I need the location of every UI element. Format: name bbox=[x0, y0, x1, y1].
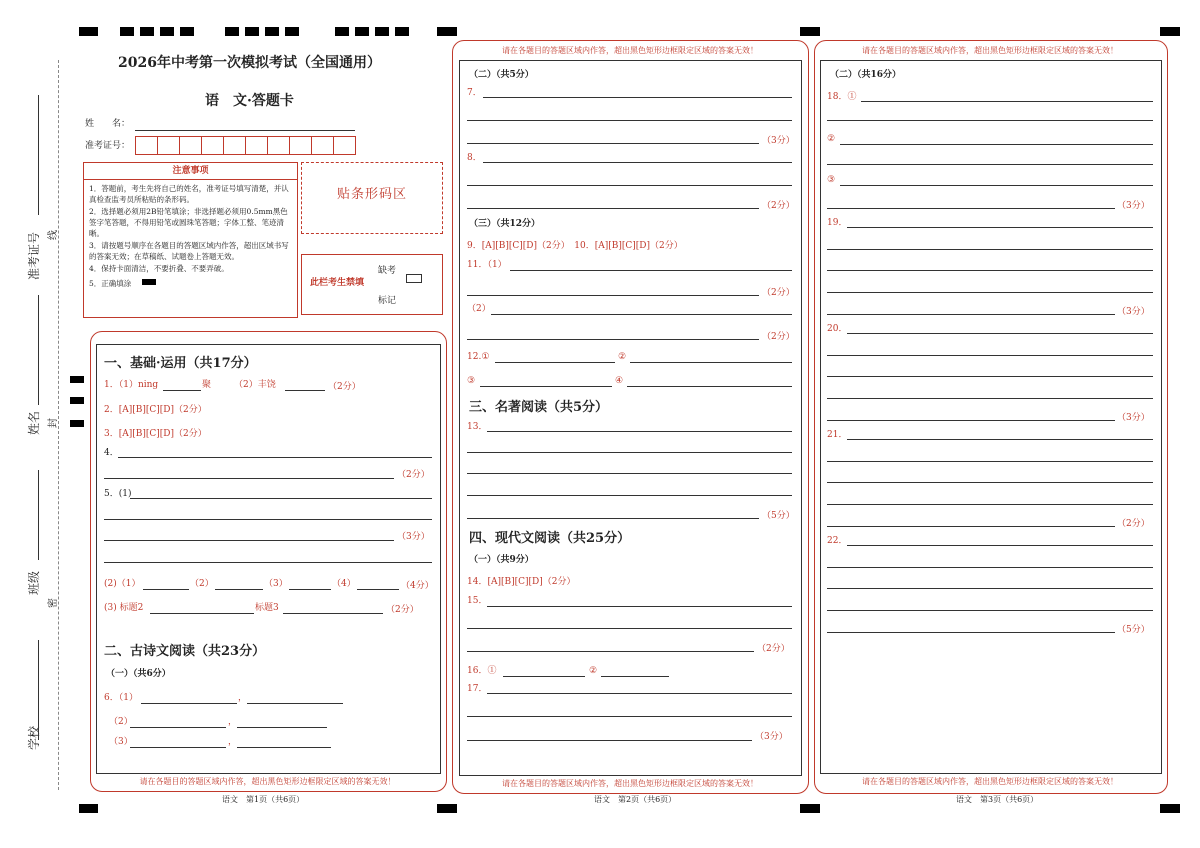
q20-line[interactable] bbox=[847, 333, 1153, 334]
q1-label: 1．（1）ning bbox=[104, 380, 159, 390]
barcode-area bbox=[301, 162, 443, 234]
q12-blank[interactable] bbox=[627, 386, 792, 387]
alignment-mark bbox=[79, 804, 98, 813]
q5-2-label: (2)（1） bbox=[104, 579, 141, 589]
exam-title: 2026年中考第一次模拟考试（全国通用） bbox=[118, 55, 381, 71]
q19-line[interactable] bbox=[827, 270, 1153, 271]
page3-answer-box bbox=[820, 60, 1162, 774]
alignment-mark bbox=[120, 27, 198, 36]
q22-line[interactable] bbox=[827, 588, 1153, 589]
q11-score: （2分） bbox=[762, 288, 795, 298]
q7-line[interactable] bbox=[483, 97, 792, 98]
q12-blank[interactable] bbox=[480, 386, 612, 387]
q6-blank[interactable] bbox=[237, 747, 331, 748]
notice-item: 4．保持卡面清洁，不要折叠、不要弄破。 bbox=[89, 264, 229, 273]
q6-comma: ， bbox=[228, 737, 238, 747]
q12-label: ④ bbox=[615, 376, 624, 386]
q5-line[interactable] bbox=[104, 540, 394, 541]
name-field[interactable] bbox=[135, 130, 355, 131]
q20-line[interactable] bbox=[827, 355, 1153, 356]
q4-label: 4． bbox=[104, 448, 119, 458]
q18-label: 18．① bbox=[827, 92, 857, 102]
side-class-label: 班级 bbox=[27, 570, 41, 595]
q5-3-label: (3) 标题2 bbox=[104, 603, 144, 613]
alignment-mark bbox=[335, 27, 411, 36]
q22-line[interactable] bbox=[847, 545, 1153, 546]
q19-label: 19． bbox=[827, 218, 848, 228]
id-box[interactable] bbox=[135, 136, 158, 155]
alignment-mark bbox=[79, 27, 98, 36]
alignment-mark bbox=[70, 376, 84, 383]
q4-line[interactable] bbox=[104, 478, 394, 479]
q6-comma: ， bbox=[228, 717, 238, 727]
q19-line[interactable] bbox=[827, 292, 1153, 293]
q5-2-blank[interactable] bbox=[357, 589, 399, 590]
side-id-line bbox=[38, 95, 39, 215]
alignment-mark bbox=[225, 27, 301, 36]
q12-blank[interactable] bbox=[630, 362, 792, 363]
q21-label: 21． bbox=[827, 430, 848, 440]
q1-score: （2分） bbox=[328, 382, 361, 392]
q19-score: （3分） bbox=[1117, 307, 1150, 317]
q19-line[interactable] bbox=[847, 227, 1153, 228]
q1-blank-2[interactable] bbox=[285, 390, 325, 391]
q5-3-blank[interactable] bbox=[283, 613, 383, 614]
id-box[interactable] bbox=[179, 136, 202, 155]
q11-line[interactable] bbox=[467, 295, 759, 296]
q6-blank[interactable] bbox=[141, 703, 237, 704]
q17-label: 17． bbox=[467, 684, 488, 694]
id-label: 准考证号： bbox=[85, 141, 131, 151]
alignment-mark bbox=[800, 27, 820, 36]
q5-2-blank[interactable] bbox=[215, 589, 263, 590]
filled-sample bbox=[142, 279, 156, 285]
q17-line[interactable] bbox=[467, 740, 752, 741]
side-school-line bbox=[38, 640, 39, 740]
id-box[interactable] bbox=[245, 136, 268, 155]
q6-label: （2） bbox=[109, 717, 133, 727]
subsection-2: （二）（共5分） bbox=[469, 70, 534, 80]
q22-line[interactable] bbox=[827, 610, 1153, 611]
name-label: 姓 名： bbox=[85, 119, 131, 129]
absent-box bbox=[301, 254, 443, 315]
q12-label: ③ bbox=[467, 376, 476, 386]
q1-char: 聚 bbox=[202, 380, 212, 390]
q16-blank[interactable] bbox=[503, 676, 585, 677]
q13-line[interactable] bbox=[467, 452, 792, 453]
q19-line[interactable] bbox=[827, 249, 1153, 250]
q15-line[interactable] bbox=[467, 651, 754, 652]
page1-footer: 语文 第1页（共6页） bbox=[222, 795, 305, 804]
q18-line[interactable] bbox=[840, 185, 1153, 186]
side-id-label: 准考证号 bbox=[27, 231, 41, 280]
q2-choice[interactable]: 2．[A][B][C][D]（2分） bbox=[104, 405, 207, 415]
side-name-label: 姓名 bbox=[27, 410, 41, 435]
q6-label: （3） bbox=[109, 737, 133, 747]
id-box[interactable] bbox=[267, 136, 290, 155]
q1-blank-1[interactable] bbox=[163, 390, 201, 391]
q16-label: 16．① bbox=[467, 666, 497, 676]
q14-choice[interactable]: 14．[A][B][C][D]（2分） bbox=[467, 577, 576, 587]
q5-3-label: 标题3 bbox=[255, 603, 279, 613]
q13-line[interactable] bbox=[467, 473, 792, 474]
q18-line[interactable] bbox=[827, 120, 1153, 121]
q18-label: ② bbox=[827, 134, 836, 144]
q20-score: （3分） bbox=[1117, 413, 1150, 423]
notice-item: 3．请按题号顺序在各题目的答题区域内作答，超出区域书写的答案无效；在草稿纸、试题卷上答题无效。 bbox=[89, 241, 289, 261]
q17-line[interactable] bbox=[467, 716, 792, 717]
q5-score: （3分） bbox=[397, 532, 430, 542]
page2-answer-box bbox=[459, 60, 802, 776]
q6-label: 6．（1） bbox=[104, 693, 138, 703]
subsection-3: （三）（共12分） bbox=[469, 219, 541, 229]
q21-line[interactable] bbox=[827, 461, 1153, 462]
q11-2-score: （2分） bbox=[762, 332, 795, 342]
q5-line[interactable] bbox=[104, 562, 432, 563]
q12-label: ② bbox=[618, 352, 627, 362]
q4-score: （2分） bbox=[397, 470, 430, 480]
id-box[interactable] bbox=[157, 136, 180, 155]
q6-blank[interactable] bbox=[130, 727, 226, 728]
q22-line[interactable] bbox=[827, 567, 1153, 568]
q11-line[interactable] bbox=[510, 270, 792, 271]
section-1-title: 一、基础·运用（共17分） bbox=[104, 356, 257, 371]
q20-line[interactable] bbox=[827, 420, 1115, 421]
q18-score: （3分） bbox=[1117, 201, 1150, 211]
alignment-mark bbox=[800, 804, 820, 813]
q13-line[interactable] bbox=[467, 518, 759, 519]
section-4-title: 四、现代文阅读（共25分） bbox=[469, 531, 631, 546]
absent-label: 缺考 bbox=[378, 266, 397, 276]
q3-choice[interactable]: 3．[A][B][C][D]（2分） bbox=[104, 429, 207, 439]
q20-label: 20． bbox=[827, 324, 848, 334]
q12-blank[interactable] bbox=[495, 362, 615, 363]
side-school-label: 学校 bbox=[27, 725, 41, 750]
side-seal-dense: 密 bbox=[48, 598, 59, 608]
q18-line[interactable] bbox=[840, 144, 1153, 145]
id-box[interactable] bbox=[223, 136, 246, 155]
absent-mark-label: 标记 bbox=[378, 296, 397, 306]
page3-warning-bottom: 请在各题目的答题区域内作答，超出黑色矩形边框限定区域的答案无效！ bbox=[862, 777, 1118, 786]
q12-label: 12.① bbox=[467, 352, 490, 362]
card-subtitle: 语 文·答题卡 bbox=[205, 93, 294, 109]
q5-2-label: （3） bbox=[264, 579, 288, 589]
q13-line[interactable] bbox=[487, 431, 792, 432]
alignment-mark bbox=[437, 27, 457, 36]
q18-line[interactable] bbox=[827, 208, 1115, 209]
q15-label: 15． bbox=[467, 596, 488, 606]
q11-2-label: （2） bbox=[467, 304, 491, 314]
q16-blank[interactable] bbox=[601, 676, 669, 677]
notice-title: 注意事项 bbox=[84, 163, 297, 180]
q15-score: （2分） bbox=[757, 644, 790, 654]
q4-line[interactable] bbox=[118, 457, 432, 458]
barcode-label: 贴条形码区 bbox=[336, 187, 407, 202]
page2-footer: 语文 第2页（共6页） bbox=[594, 795, 677, 804]
side-name-line bbox=[38, 295, 39, 405]
subsection-1: （一）（共6分） bbox=[106, 669, 171, 679]
q7-line[interactable] bbox=[467, 143, 759, 144]
q13-score: （5分） bbox=[762, 511, 795, 521]
q8-label: 8． bbox=[467, 153, 482, 163]
q17-line[interactable] bbox=[487, 693, 792, 694]
q11-line[interactable] bbox=[467, 339, 759, 340]
q15-line[interactable] bbox=[467, 628, 792, 629]
q18-label: ③ bbox=[827, 175, 836, 185]
q8-line[interactable] bbox=[467, 185, 792, 186]
q8-line[interactable] bbox=[483, 162, 792, 163]
q19-line[interactable] bbox=[827, 314, 1115, 315]
alignment-mark bbox=[1160, 804, 1180, 813]
page3-warning-top: 请在各题目的答题区域内作答，超出黑色矩形边框限定区域的答案无效！ bbox=[862, 46, 1118, 55]
page2-warning-bottom: 请在各题目的答题区域内作答，超出黑色矩形边框限定区域的答案无效！ bbox=[502, 779, 758, 788]
q18-line[interactable] bbox=[827, 164, 1153, 165]
q5-label: 5．(1) bbox=[104, 489, 132, 499]
id-box[interactable] bbox=[311, 136, 334, 155]
q21-line[interactable] bbox=[847, 439, 1153, 440]
side-seal-seal: 封 bbox=[48, 418, 59, 428]
alignment-mark bbox=[70, 420, 84, 427]
alignment-mark bbox=[1160, 27, 1180, 36]
q5-3-score: （2分） bbox=[386, 605, 419, 615]
q11-line[interactable] bbox=[491, 314, 792, 315]
id-boxes[interactable] bbox=[135, 136, 355, 155]
subsection-p3: （二）（共16分） bbox=[830, 70, 902, 80]
q7-line[interactable] bbox=[467, 120, 792, 121]
q6-blank[interactable] bbox=[247, 703, 343, 704]
absent-forbid-label: 此栏考生禁填 bbox=[310, 278, 365, 288]
q13-line[interactable] bbox=[467, 495, 792, 496]
q9-q10-choice[interactable]: 9．[A][B][C][D]（2分） 10．[A][B][C][D]（2分） bbox=[467, 241, 683, 251]
id-box[interactable] bbox=[201, 136, 224, 155]
q20-line[interactable] bbox=[827, 376, 1153, 377]
q22-score: （5分） bbox=[1117, 625, 1150, 635]
absent-checkbox[interactable] bbox=[406, 274, 422, 283]
q5-line[interactable] bbox=[104, 519, 432, 520]
q5-2-label: （2） bbox=[190, 579, 214, 589]
section-3-title: 三、名著阅读（共5分） bbox=[469, 400, 609, 415]
q16-label: ② bbox=[589, 666, 598, 676]
q6-blank[interactable] bbox=[130, 747, 226, 748]
notice-item: 2．选择题必须用2B铅笔填涂；非选择题必须用0.5mm黑色签字笔答题，不得用铅笔或圆珠笔答题；字体工整、笔迹清晰。 bbox=[89, 207, 288, 238]
page3-footer: 语文 第3页（共6页） bbox=[956, 795, 1039, 804]
q5-2-blank[interactable] bbox=[289, 589, 331, 590]
q22-line[interactable] bbox=[827, 632, 1115, 633]
subsection-4: （一）（共9分） bbox=[469, 555, 534, 565]
id-box[interactable] bbox=[289, 136, 312, 155]
q7-score: （3分） bbox=[762, 136, 795, 146]
section-2-title: 二、古诗文阅读（共23分） bbox=[104, 644, 266, 659]
alignment-mark bbox=[70, 397, 84, 404]
q18-line[interactable] bbox=[861, 101, 1153, 102]
q5-2-score: （4分） bbox=[401, 581, 434, 591]
q5-3-blank[interactable] bbox=[150, 613, 254, 614]
q7-label: 7． bbox=[467, 88, 482, 98]
notice-item: 5．正确填涂 bbox=[89, 279, 132, 288]
q20-line[interactable] bbox=[827, 398, 1153, 399]
side-seal-line: 线 bbox=[48, 230, 59, 240]
q15-line[interactable] bbox=[487, 606, 792, 607]
q22-label: 22． bbox=[827, 536, 848, 546]
q21-score: （2分） bbox=[1117, 519, 1150, 529]
notice-box bbox=[83, 162, 298, 318]
q21-line[interactable] bbox=[827, 504, 1153, 505]
q17-score: （3分） bbox=[755, 732, 788, 742]
alignment-mark bbox=[437, 804, 457, 813]
q21-line[interactable] bbox=[827, 526, 1115, 527]
id-box[interactable] bbox=[333, 136, 356, 155]
notice-item: 1．答题前，考生先将自己的姓名，准考证号填写清楚，并认真检查监考员所粘贴的条形码。 bbox=[89, 184, 289, 204]
q13-label: 13． bbox=[467, 422, 488, 432]
page2-warning-top: 请在各题目的答题区域内作答，超出黑色矩形边框限定区域的答案无效！ bbox=[502, 46, 758, 55]
q11-label: 11．（1） bbox=[467, 260, 507, 270]
q1-part2-label: （2）丰饶 bbox=[234, 380, 276, 390]
q8-line[interactable] bbox=[467, 208, 759, 209]
q21-line[interactable] bbox=[827, 482, 1153, 483]
q5-2-label: （4） bbox=[332, 579, 356, 589]
page1-warning: 请在各题目的答题区域内作答，超出黑色矩形边框限定区域的答案无效！ bbox=[139, 777, 396, 786]
side-class-line bbox=[38, 470, 39, 560]
q6-comma: ， bbox=[238, 693, 248, 703]
q8-score: （2分） bbox=[762, 201, 795, 211]
q5-line[interactable] bbox=[130, 498, 432, 499]
q5-2-blank[interactable] bbox=[143, 589, 189, 590]
q6-blank[interactable] bbox=[237, 727, 327, 728]
